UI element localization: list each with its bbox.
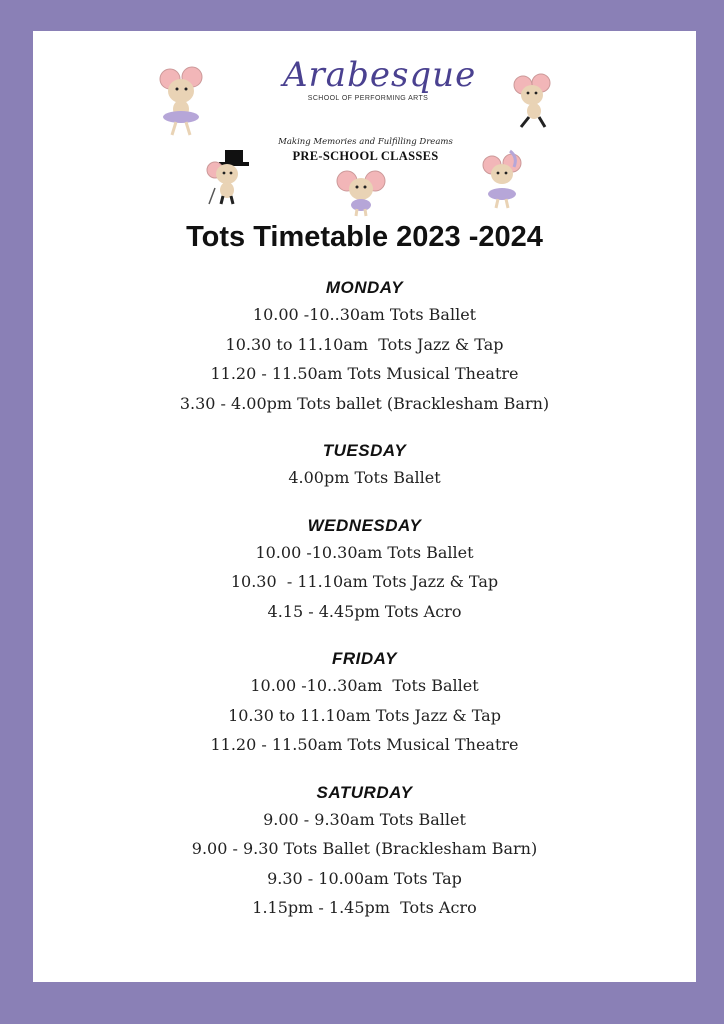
day-block-monday [33, 276, 696, 418]
day-heading: FRIDAY [331, 649, 397, 668]
class-entry: 4.15 - 4.45pm Tots Acro [267, 601, 462, 621]
day-heading: TUESDAY [322, 441, 407, 460]
class-entry: 4.00pm Tots Ballet [288, 468, 441, 487]
day-block-saturday [33, 781, 696, 923]
class-entry: 9.00 - 9.30 Tots Ballet (Bracklesham Barn) [191, 839, 538, 858]
day-heading: SATURDAY [316, 782, 413, 802]
class-entry: 9.30 - 10.00am Tots Tap [267, 868, 462, 888]
class-entry: 9.00 - 9.30am Tots Ballet [263, 809, 466, 829]
day-block-tuesday [33, 439, 696, 493]
class-entry: 11.20 - 11.50am Tots Musical Theatre [210, 735, 519, 754]
tagline: Making Memories and Fulfilling Dreams [278, 137, 453, 147]
logo-subtitle: SCHOOL OF PERFORMING ARTS [307, 95, 429, 102]
class-entry: 10.00 -10.30am Tots Ballet [255, 542, 474, 562]
program-heading: PRE-SCHOOL CLASSES [292, 149, 439, 163]
day-heading: MONDAY [325, 278, 404, 297]
class-entry: 10.30 to 11.10am Tots Jazz & Tap [225, 334, 504, 354]
poster-page [33, 31, 696, 982]
timetable [33, 276, 696, 923]
school-logo [283, 55, 477, 102]
ballerina-mouse-icon [158, 65, 206, 137]
class-entry: 3.30 - 4.00pm Tots ballet (Bracklesham Barn) [179, 393, 550, 413]
page-title: Tots Timetable 2023 -2024 [186, 221, 543, 253]
day-heading: WEDNESDAY [307, 515, 422, 535]
class-entry: 10.00 -10..30am Tots Ballet [250, 676, 479, 695]
day-block-wednesday [33, 514, 696, 627]
center-mouse-icon [335, 167, 387, 217]
day-block-friday [33, 647, 696, 760]
class-entry: 10.30 to 11.10am Tots Jazz & Tap [228, 705, 501, 725]
top-hat-mouse-icon [203, 146, 255, 206]
class-entry: 10.30 - 11.10am Tots Jazz & Tap [230, 572, 499, 591]
class-entry: 10.00 -10..30am Tots Ballet [252, 305, 477, 324]
class-entry: 1.15pm - 1.45pm Tots Acro [252, 898, 477, 917]
logo-name: Arabesque [283, 55, 477, 95]
class-entry: 11.20 - 11.50am Tots Musical Theatre [210, 364, 519, 383]
ribbon-mouse-icon [480, 147, 528, 209]
jumping-mouse-icon [511, 71, 553, 131]
